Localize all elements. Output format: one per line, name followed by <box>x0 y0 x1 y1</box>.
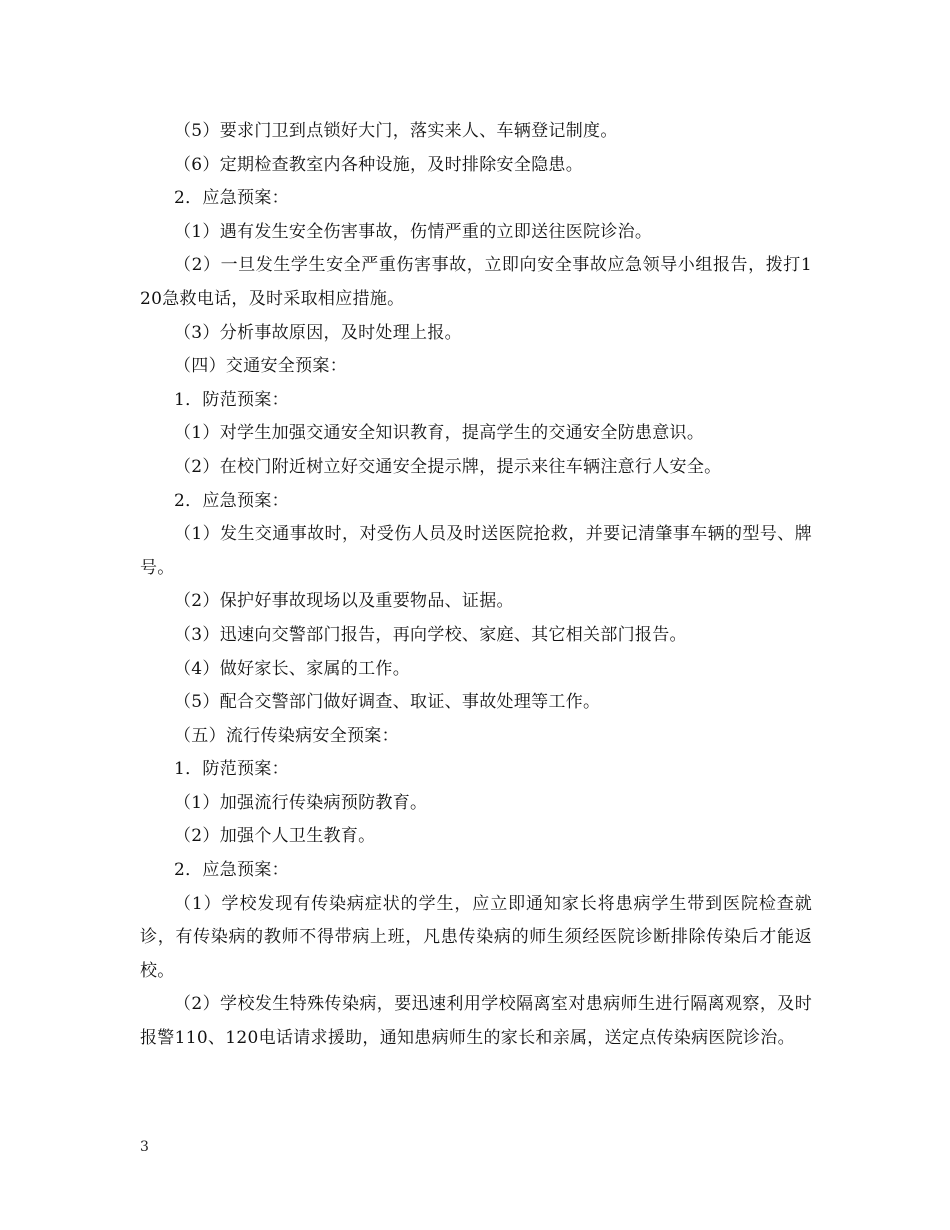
paragraph: 1．防范预案： <box>174 759 289 780</box>
page-number: 3 <box>140 1139 149 1155</box>
paragraph: 1．防范预案： <box>174 389 289 410</box>
paragraph: 2．应急预案： <box>174 490 289 511</box>
paragraph: （1）学校发现有传染病症状的学生，应立即通知家长将患病学生带到医院检查就诊，有传染病的教师不得带病上班，凡患传染病的师生须经医院诊断排除传染后才能返校。 <box>140 893 812 981</box>
paragraph: （1）对学生加强交通安全知识教育，提高学生的交通安全防患意识。 <box>174 423 705 444</box>
paragraph: （2）加强个人卫生教育。 <box>174 826 376 847</box>
paragraph: （2）一旦发生学生安全严重伤害事故，立即向安全事故应急领导小组报告，拨打120急救电话，及时采取相应措施。 <box>140 255 812 309</box>
paragraph: （2）学校发生特殊传染病，要迅速利用学校隔离室对患病师生进行隔离观察，及时报警110、120电话请求援助，通知患病师生的家长和亲属，送定点传染病医院诊治。 <box>140 994 812 1049</box>
document-body <box>140 115 812 1056</box>
section-heading: （五）流行传染病安全预案： <box>174 725 399 746</box>
paragraph: （5）配合交警部门做好调查、取证、事故处理等工作。 <box>174 692 601 713</box>
paragraph: （1）发生交通事故时，对受伤人员及时送医院抢救，并要记清肇事车辆的型号、牌号。 <box>140 524 812 578</box>
paragraph: （3）迅速向交警部门报告，再向学校、家庭、其它相关部门报告。 <box>174 624 687 645</box>
paragraph: 2．应急预案： <box>174 188 289 209</box>
paragraph: （6）定期检查教室内各种设施，及时排除安全隐患。 <box>174 154 584 175</box>
paragraph: 2．应急预案： <box>174 860 289 881</box>
paragraph: （2）保护好事故现场以及重要物品、证据。 <box>174 591 514 612</box>
paragraph: （1）遇有发生安全伤害事故，伤情严重的立即送往医院诊治。 <box>174 221 653 242</box>
paragraph: （1）加强流行传染病预防教育。 <box>174 792 428 813</box>
paragraph: （2）在校门附近树立好交通安全提示牌，提示来往车辆注意行人安全。 <box>174 456 722 477</box>
paragraph: （4）做好家长、家属的工作。 <box>174 658 411 679</box>
section-heading: （四）交通安全预案： <box>174 356 347 377</box>
paragraph: （3）分析事故原因，及时处理上报。 <box>174 322 462 343</box>
paragraph: （5）要求门卫到点锁好大门，落实来人、车辆登记制度。 <box>174 121 618 141</box>
